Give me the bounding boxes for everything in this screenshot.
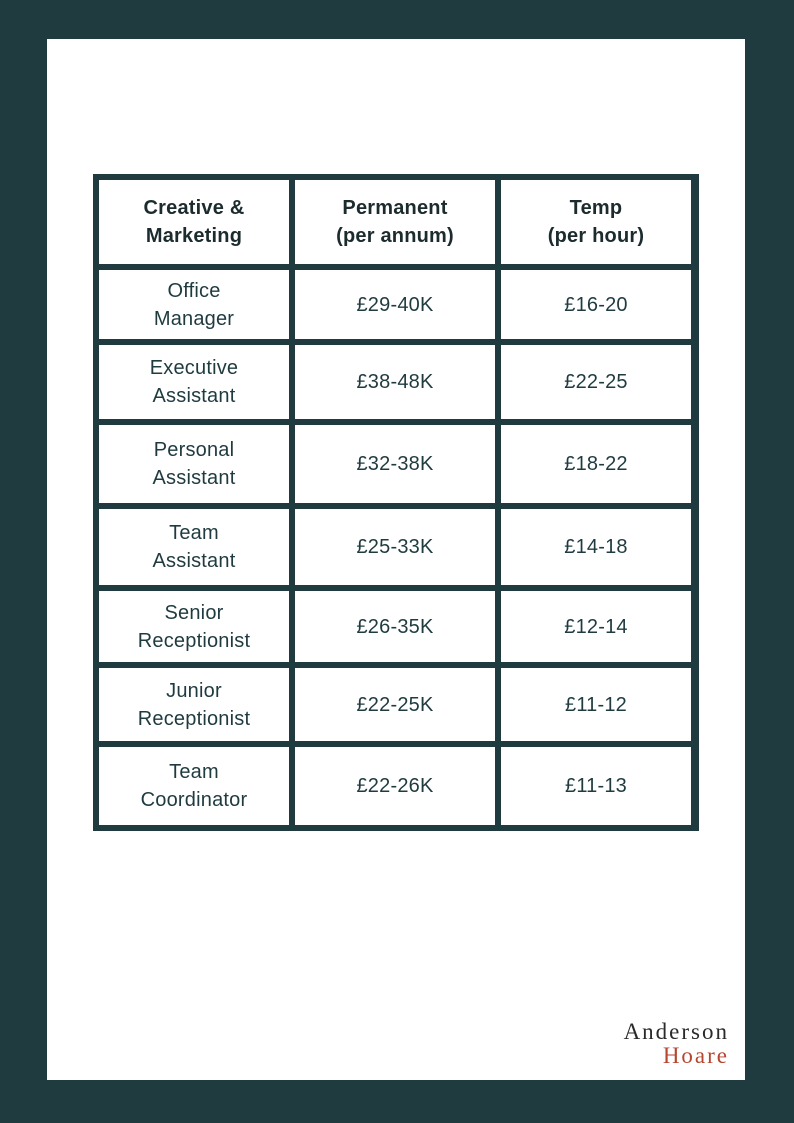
table-row [99,425,699,503]
header-temp: Temp (per hour) [501,180,691,264]
table-row [99,509,699,585]
temp-cell: £18-22 [501,425,691,503]
company-logo [624,1020,729,1068]
permanent-cell: £29-40K [295,270,495,339]
temp-cell: £16-20 [501,270,691,339]
logo-line-2: Hoare [662,1043,729,1068]
table-row [99,345,699,419]
temp-cell: £14-18 [501,509,691,585]
role-cell: Senior Receptionist [99,591,289,662]
header-permanent: Permanent (per annum) [295,180,495,264]
permanent-cell: £32-38K [295,425,495,503]
role-cell: Personal Assistant [99,425,289,503]
logo-line-1: Anderson [623,1019,729,1044]
role-cell: Team Assistant [99,509,289,585]
role-cell: Executive Assistant [99,345,289,419]
role-cell: Team Coordinator [99,747,289,825]
header-role: Creative & Marketing [99,180,289,264]
document-page [47,39,745,1080]
temp-cell: £11-13 [501,747,691,825]
role-cell: Junior Receptionist [99,668,289,741]
table-row [99,668,699,741]
temp-cell: £11-12 [501,668,691,741]
table-row [99,270,699,339]
permanent-cell: £25-33K [295,509,495,585]
table-header-row [99,180,699,264]
permanent-cell: £22-25K [295,668,495,741]
salary-table [93,174,699,831]
role-cell: Office Manager [99,270,289,339]
permanent-cell: £22-26K [295,747,495,825]
permanent-cell: £26-35K [295,591,495,662]
table-row [99,591,699,662]
permanent-cell: £38-48K [295,345,495,419]
temp-cell: £12-14 [501,591,691,662]
temp-cell: £22-25 [501,345,691,419]
table-row [99,747,699,825]
